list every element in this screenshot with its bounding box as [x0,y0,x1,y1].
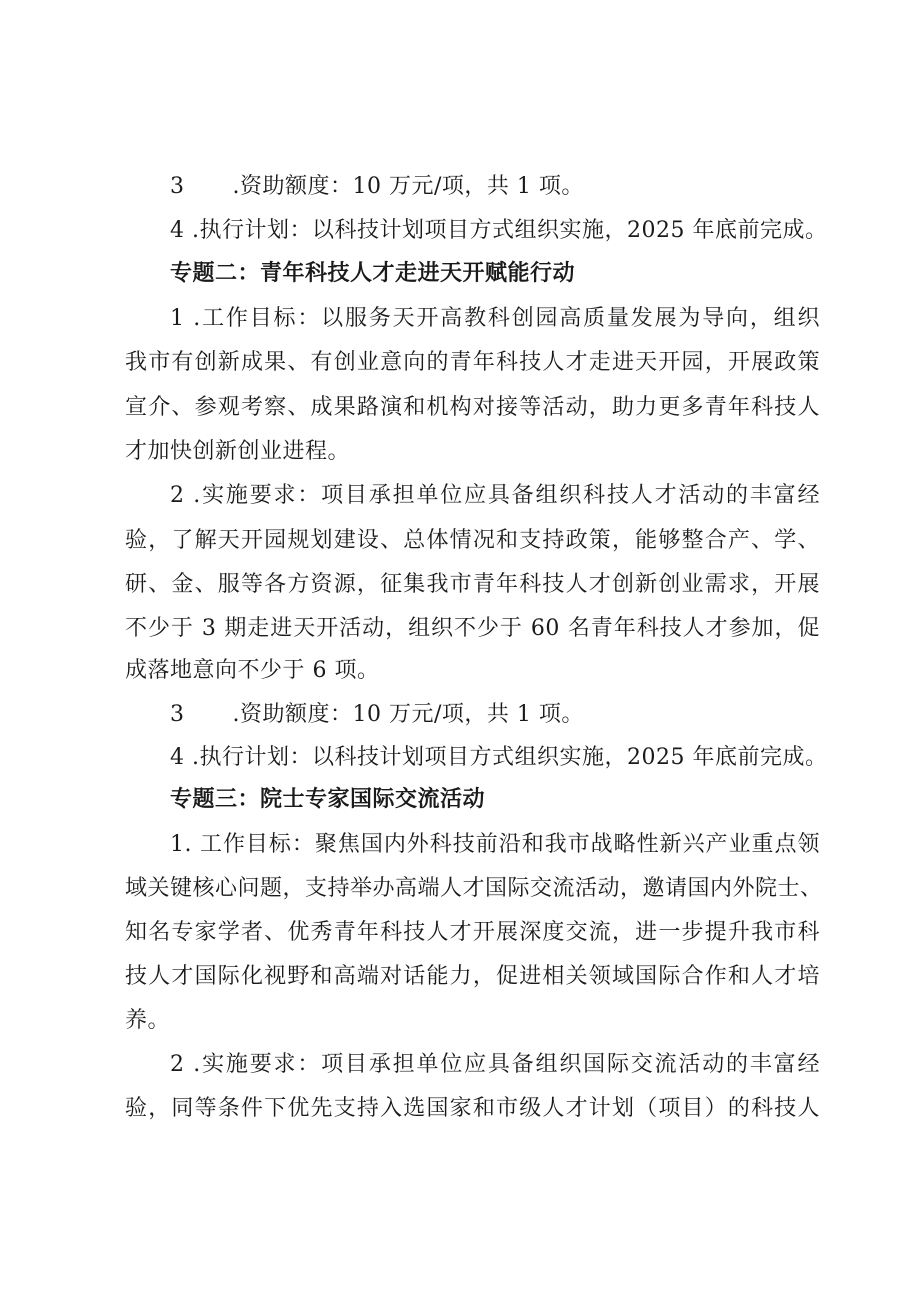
topic3-goal-line: 知名专家学者、优秀青年科技人才开展深度交流，进一步提升我市科 [125,920,820,945]
topic1-funding-number: 3 [170,174,185,199]
topic2-funding-number: 3 [170,702,185,727]
topic1-funding-text: .资助额度：10 万元/项，共 1 项。 [232,174,584,199]
topic2-req-line: 研、金、服等各方资源，征集我市青年科技人才创新创业需求，开展 [125,572,820,597]
topic2-req-line: 成落地意向不少于 6 项。 [125,658,380,683]
topic3-goal-line: 养。 [125,1008,171,1033]
topic3-req-line: 验，同等条件下优先支持入选国家和市级人才计划（项目）的科技人 [125,1096,820,1121]
topic1-funding [170,172,584,202]
topic3-goal-line: 1. 工作目标：聚焦国内外科技前沿和我市战略性新兴产业重点领 [170,832,820,857]
topic2-goal-line: 我市有创新成果、有创业意向的青年科技人才走进天开园，开展政策 [125,350,820,375]
topic2-req-line: 不少于 3 期走进天开活动，组织不少于 60 名青年科技人才参加，促 [125,616,820,641]
topic2-goal-line: 才加快创新创业进程。 [125,439,351,464]
topic2-req-line: 2 .实施要求：项目承担单位应具备组织科技人才活动的丰富经 [170,483,820,508]
topic1-plan: 4 .执行计划：以科技计划项目方式组织实施，2025 年底前完成。 [170,218,828,243]
topic2-funding-text: .资助额度：10 万元/项，共 1 项。 [232,702,584,727]
topic3-title: 专题三：院士专家国际交流活动 [170,787,486,812]
topic2-goal-line: 1 .工作目标：以服务天开高教科创园高质量发展为导向，组织 [170,306,820,331]
topic2-goal-line: 宣介、参观考察、成果路演和机构对接等活动，助力更多青年科技人 [125,395,820,420]
topic3-goal-line: 技人才国际化视野和高端对话能力，促进相关领域国际合作和人才培 [125,964,820,989]
topic3-goal-line: 域关键核心问题，支持举办高端人才国际交流活动，邀请国内外院士、 [125,876,823,901]
topic2-title: 专题二：青年科技人才走进天开赋能行动 [170,261,576,286]
topic2-plan: 4 .执行计划：以科技计划项目方式组织实施，2025 年底前完成。 [170,745,828,770]
topic2-funding [170,700,584,730]
topic2-req-line: 验，了解天开园规划建设、总体情况和支持政策，能够整合产、学、 [125,528,820,553]
topic3-req-line: 2 .实施要求：项目承担单位应具备组织国际交流活动的丰富经 [170,1052,820,1077]
